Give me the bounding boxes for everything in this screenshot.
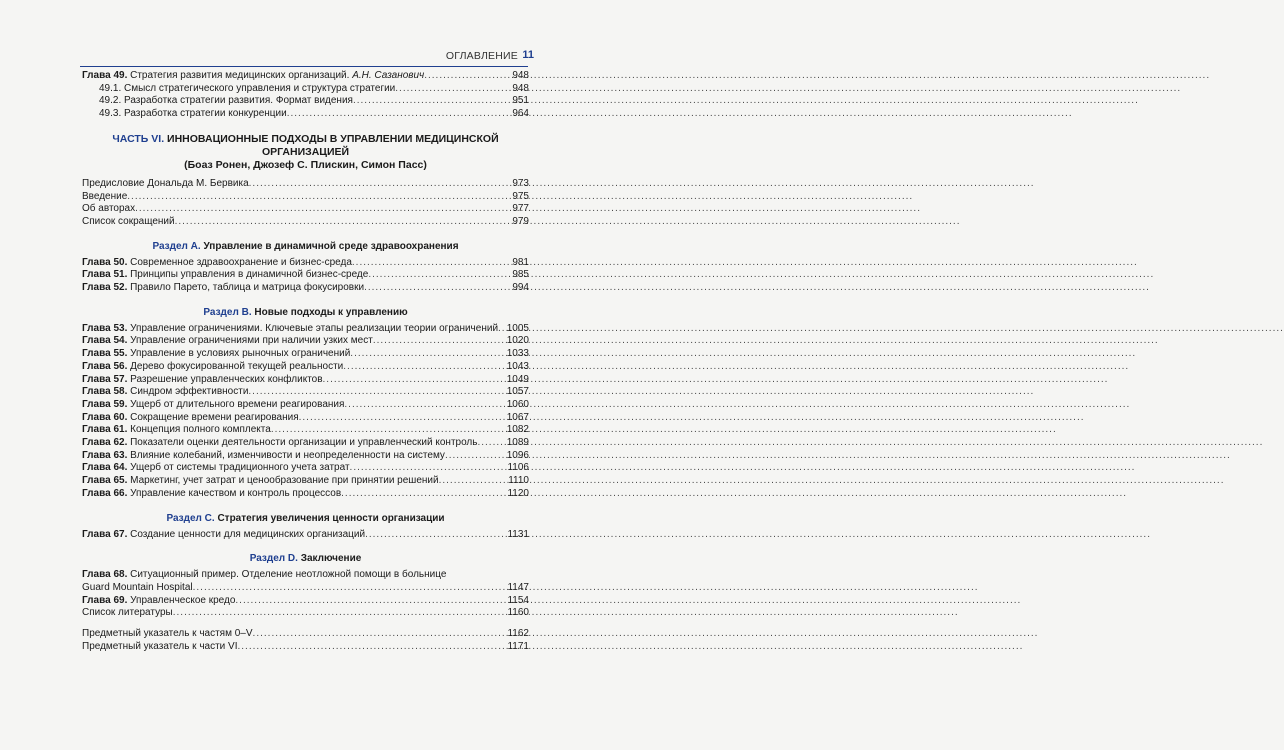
dot-leader	[235, 595, 506, 608]
dot-leader	[344, 399, 505, 412]
section-title: Стратегия увеличения ценности организации	[214, 512, 445, 524]
page-ref: 994	[512, 282, 529, 294]
chapter-title-continued: Guard Mountain Hospital	[82, 581, 193, 593]
page-ref: 1057	[506, 386, 529, 398]
toc-entry-chapter-58[interactable]	[82, 386, 529, 399]
dot-leader	[299, 412, 506, 425]
toc-entry-index-vi[interactable]	[82, 641, 529, 654]
chapter-title: Управление в условиях рыночных ограничений	[127, 348, 351, 360]
page-ref: 1154	[507, 594, 529, 606]
toc-entry-references[interactable]	[82, 607, 529, 620]
toc-entry-chapter-59[interactable]	[82, 399, 529, 412]
chapter-title: Ущерб от системы традиционного учета затрат	[127, 462, 350, 474]
dot-leader	[248, 386, 505, 399]
chapter-number: Глава 51.	[82, 269, 128, 281]
dot-leader	[424, 70, 511, 83]
dot-leader	[395, 83, 511, 96]
toc-entry-chapter-62[interactable]	[82, 437, 529, 450]
chapter-number: Глава 54.	[82, 335, 128, 347]
chapter-number: Глава 65.	[82, 475, 128, 487]
page-ref: 1089	[506, 437, 529, 449]
chapter-number: Глава 55.	[82, 348, 128, 360]
section-number: Раздел А.	[152, 240, 201, 252]
toc-entry-abbreviations[interactable]	[82, 216, 529, 229]
page-ref: 975	[512, 190, 529, 202]
chapter-title: Ущерб от длительного времени реагирования	[127, 398, 345, 410]
page-ref: 977	[512, 203, 529, 215]
chapter-number: Глава 69.	[82, 594, 128, 606]
dot-leader	[193, 582, 507, 595]
dot-leader	[368, 269, 511, 282]
chapter-title: Сокращение времени реагирования	[127, 411, 299, 423]
entry-title: Предисловие Дональда М. Бервика	[82, 177, 249, 189]
subsection-title: 49.2. Разработка стратегии развития. Формат видения	[99, 95, 353, 107]
section-heading-a	[82, 241, 529, 253]
toc-entry-chapter-49[interactable]	[82, 70, 529, 83]
chapter-title: Правило Парето, таблица и матрица фокусировки	[127, 282, 365, 294]
page-number: 11	[522, 49, 534, 61]
chapter-number: Глава 52.	[82, 282, 128, 294]
dot-leader	[353, 95, 511, 108]
toc-entry-foreword[interactable]	[82, 178, 529, 191]
toc-entry-chapter-52[interactable]	[82, 282, 529, 295]
chapter-title: Показатели оценки деятельности организации и управленческий контроль	[127, 437, 478, 449]
page-ref: 964	[512, 108, 529, 120]
toc-entry-chapter-54[interactable]	[82, 335, 529, 348]
chapter-number: Глава 57.	[82, 373, 128, 385]
dot-leader	[343, 361, 505, 374]
dot-leader	[287, 108, 512, 121]
chapter-number: Глава 56.	[82, 360, 128, 372]
page-ref: 1120	[507, 487, 529, 499]
toc-entry-index-0-v[interactable]	[82, 628, 529, 641]
section-title: Новые подходы к управлению	[251, 306, 408, 318]
entry-title: Список сокращений	[82, 215, 175, 227]
chapter-title: Управление ограничениями. Ключевые этапы реализации теории ограничений	[127, 322, 499, 334]
subsection-title: 49.3. Разработка стратегии конкуренции	[99, 108, 287, 120]
entry-title: Список литературы	[82, 607, 173, 619]
chapter-title: Ситуационный пример. Отделение неотложной помощи в больнице	[127, 569, 447, 581]
page-ref: 1160	[507, 607, 529, 619]
page-ref: 1049	[506, 373, 529, 385]
dot-leader	[175, 216, 512, 229]
chapter-number: Глава 58.	[82, 386, 128, 398]
chapter-number: Глава 61.	[82, 424, 128, 436]
page-ref: 1060	[506, 398, 529, 410]
chapter-title: Маркетинг, учет затрат и ценообразование при принятии решений	[127, 475, 439, 487]
page-ref: 985	[512, 269, 529, 281]
chapter-number: Глава 53.	[82, 322, 128, 334]
header-rule	[80, 66, 528, 67]
chapter-title: Влияние колебаний, изменчивости и неопределенности на систему	[127, 449, 445, 461]
section-title: Управление в динамичной среде здравоохранения	[200, 240, 459, 252]
dot-leader	[127, 191, 511, 204]
toc-entry-chapter-61[interactable]	[82, 424, 529, 437]
toc-entry-chapter-55[interactable]	[82, 348, 529, 361]
dot-leader	[323, 374, 506, 387]
chapter-author: А.Н. Сазанович	[352, 70, 425, 81]
toc-entry-49-2[interactable]	[82, 95, 529, 108]
toc-entry-chapter-69[interactable]	[82, 595, 529, 608]
dot-leader	[238, 641, 507, 654]
section-number: Раздел D.	[249, 553, 298, 565]
toc-entry-chapter-68-line1[interactable]	[82, 569, 529, 582]
chapter-number: Глава 63.	[82, 449, 128, 461]
chapter-title: Управление качеством и контроль процессов	[127, 487, 342, 499]
part-authors: (Боаз Ронен, Джозеф С. Плискин, Симон Пасс)	[184, 158, 427, 171]
toc	[82, 70, 529, 654]
toc-entry-chapter-53[interactable]	[82, 323, 529, 336]
entry-title: Об авторах	[82, 203, 136, 215]
chapter-number: Глава 50.	[82, 256, 128, 268]
page-ref: 1147	[507, 581, 529, 593]
chapter-number: Глава 66.	[82, 487, 128, 499]
toc-entry-chapter-57[interactable]	[82, 374, 529, 387]
page-ref: 1005	[506, 322, 529, 334]
section-number: Раздел С.	[166, 512, 215, 524]
chapter-title: Разрешение управленческих конфликтов	[127, 373, 323, 385]
part-heading	[82, 133, 529, 159]
section-heading-b	[82, 307, 529, 319]
chapter-number: Глава 67.	[82, 528, 128, 540]
page-ref: 1020	[506, 335, 529, 347]
page-ref: 1131	[507, 528, 529, 540]
page-ref: 948	[512, 82, 529, 94]
dot-leader	[135, 203, 511, 216]
toc-entry-49-1[interactable]	[82, 83, 529, 96]
chapter-number: Глава 68.	[82, 569, 128, 581]
dot-leader	[271, 424, 506, 437]
dot-leader	[498, 323, 506, 336]
chapter-number: Глава 64.	[82, 462, 128, 474]
part-title: ИННОВАЦИОННЫЕ ПОДХОДЫ В УПРАВЛЕНИИ МЕДИЦИНСКОЙ ОРГАНИЗАЦИЕЙ	[164, 132, 499, 158]
toc-entry-about-authors[interactable]	[82, 203, 529, 216]
dot-leader	[352, 257, 511, 270]
dot-leader	[445, 450, 506, 463]
subsection-title: 49.1. Смысл стратегического управления и структура стратегии	[99, 82, 396, 94]
chapter-number: Глава 49.	[82, 70, 128, 81]
page-ref: 951	[512, 95, 529, 107]
chapter-title: Современное здравоохранение и бизнес-среда	[127, 256, 352, 268]
running-head	[0, 49, 600, 65]
dot-leader	[364, 282, 511, 295]
toc-entry-chapter-64[interactable]	[82, 462, 529, 475]
entry-title: Введение	[82, 190, 128, 202]
part-number: ЧАСТЬ VI.	[112, 132, 165, 145]
toc-entry-chapter-67[interactable]	[82, 529, 529, 542]
chapter-title: Управленческое кредо	[127, 594, 236, 606]
page-ref: 1043	[506, 360, 529, 372]
dot-leader	[350, 348, 505, 361]
dot-leader	[249, 178, 512, 191]
page-ref: 1171	[507, 640, 529, 652]
chapter-title: Принципы управления в динамичной бизнес-среде	[127, 269, 369, 281]
toc-entry-chapter-65[interactable]	[82, 475, 529, 488]
section-heading-d	[82, 553, 529, 565]
page-ref: 1033	[506, 348, 529, 360]
toc-entry-chapter-68-line2[interactable]	[82, 582, 529, 595]
toc-entry-chapter-56[interactable]	[82, 361, 529, 374]
page-ref: 1110	[508, 475, 529, 487]
page-ref: 1082	[506, 424, 529, 436]
section-number: Раздел В.	[203, 306, 252, 318]
dot-leader	[341, 488, 506, 501]
toc-entry-chapter-51[interactable]	[82, 269, 529, 282]
toc-entry-introduction[interactable]	[82, 191, 529, 204]
page-ref: 948	[512, 70, 529, 81]
dot-leader	[477, 437, 505, 450]
chapter-title: Синдром эффективности	[127, 386, 249, 398]
chapter-title: Создание ценности для медицинских организаций	[127, 528, 366, 540]
section-title: Заключение	[297, 553, 362, 565]
entry-title: Предметный указатель к части VI	[82, 640, 238, 652]
toc-entry-chapter-60[interactable]	[82, 412, 529, 425]
page-ref: 979	[512, 215, 529, 227]
running-head-title: ОГЛАВЛЕНИЕ	[445, 50, 518, 62]
dot-leader	[373, 335, 506, 348]
dot-leader	[439, 475, 508, 488]
dot-leader	[253, 628, 507, 641]
page-ref: 1096	[506, 449, 529, 461]
toc-entry-chapter-66[interactable]	[82, 488, 529, 501]
entry-title: Предметный указатель к частям 0–V	[82, 628, 253, 640]
toc-entry-49-3[interactable]	[82, 108, 529, 121]
chapter-title: Дерево фокусированной текущей реальности	[127, 360, 344, 372]
page-ref: 1106	[507, 462, 529, 474]
chapter-number: Глава 60.	[82, 411, 128, 423]
toc-entry-chapter-50[interactable]	[82, 257, 529, 270]
chapter-title: Концепция полного комплекта	[127, 424, 271, 436]
dot-leader	[350, 462, 507, 475]
page-ref: 973	[512, 177, 529, 189]
page-ref: 1162	[507, 628, 529, 640]
chapter-title: Стратегия развития медицинских организаций.	[127, 70, 353, 81]
page-ref: 1067	[506, 411, 529, 423]
dot-leader	[173, 607, 507, 620]
chapter-number: Глава 62.	[82, 437, 128, 449]
section-heading-c	[82, 513, 529, 525]
dot-leader	[365, 529, 506, 542]
chapter-number: Глава 59.	[82, 398, 128, 410]
chapter-title: Управление ограничениями при наличии узких мест	[127, 335, 373, 347]
book-page	[0, 0, 600, 750]
page-ref: 981	[512, 256, 529, 268]
toc-entry-chapter-63[interactable]	[82, 450, 529, 463]
